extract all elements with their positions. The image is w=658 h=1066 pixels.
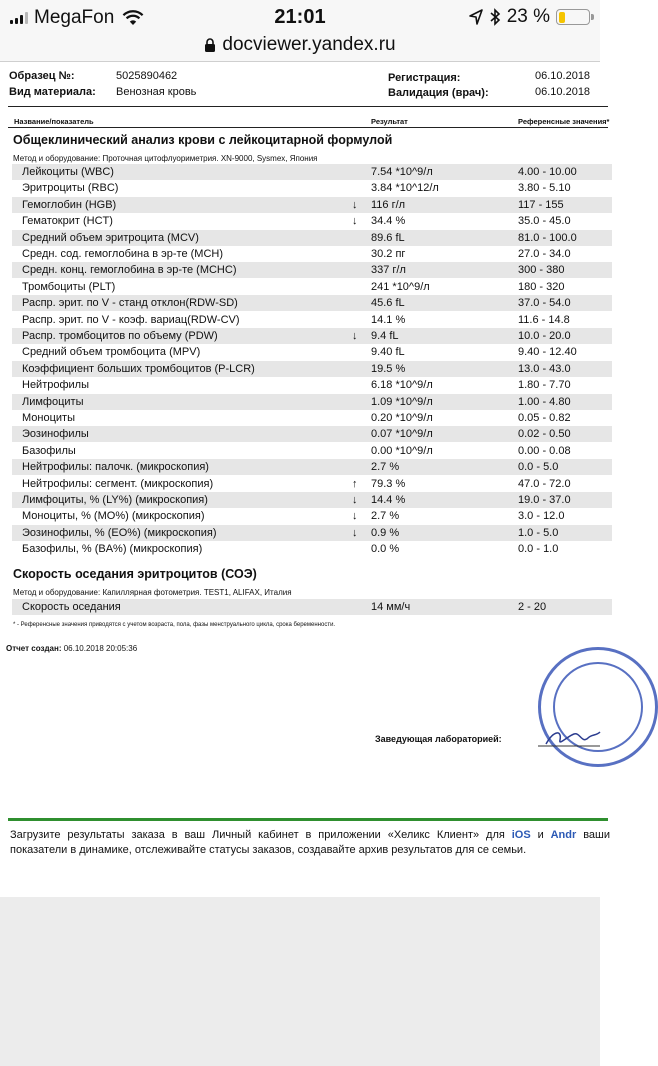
- viewer-background: [0, 897, 600, 1066]
- result-value: 116 г/л: [371, 198, 406, 211]
- result-reference: 35.0 - 45.0: [518, 215, 571, 228]
- bluetooth-icon: [489, 8, 501, 26]
- result-reference: 180 - 320: [518, 280, 565, 293]
- result-row: [12, 459, 612, 475]
- result-row: [12, 344, 612, 360]
- material-label: Вид материала:: [9, 86, 96, 98]
- column-reference: Референсные значения*: [518, 117, 610, 126]
- result-reference: 37.0 - 54.0: [518, 297, 571, 310]
- result-value: 89.6 fL: [371, 231, 405, 244]
- registration-date: 06.10.2018: [535, 70, 591, 82]
- clock: 21:01: [274, 6, 326, 28]
- carrier-name: MegaFon: [34, 7, 115, 28]
- column-result: Результат: [371, 117, 408, 126]
- lock-icon: [204, 38, 216, 53]
- result-reference: 47.0 - 72.0: [518, 477, 571, 490]
- url-field[interactable]: [204, 34, 395, 56]
- result-reference: 19.0 - 37.0: [518, 494, 571, 506]
- result-reference: 117 - 155: [518, 198, 564, 211]
- result-name: Распр. эрит. по V - коэф. вариац(RDW-CV): [22, 313, 240, 326]
- result-reference: 11.6 - 14.8: [518, 313, 570, 326]
- sample-label: Образец №:: [9, 70, 75, 82]
- result-name: Эозинофилы, % (EO%) (микроскопия): [22, 526, 217, 539]
- result-row: [12, 197, 612, 213]
- result-value: 0.00 *10^9/л: [371, 444, 433, 457]
- result-value: 0.0 %: [371, 543, 400, 556]
- result-name: Коэффициент больших тромбоцитов (P-LCR): [22, 362, 255, 375]
- result-name: Средн. конц. гемоглобина в эр-те (MCHC): [22, 264, 237, 277]
- result-reference: 9.40 - 12.40: [518, 346, 577, 359]
- promo-and: и: [537, 829, 544, 841]
- result-reference: 1.0 - 5.0: [518, 526, 559, 539]
- result-row: [12, 394, 612, 410]
- result-reference: 0.02 - 0.50: [518, 428, 571, 441]
- result-flag-icon: ↓: [352, 198, 358, 211]
- created-label: Отчет создан:: [6, 644, 62, 653]
- section-title-cbc: Общеклинический анализ крови с лейкоцитарной формулой: [13, 133, 393, 147]
- result-value: 2.7 %: [371, 461, 400, 474]
- result-name: Базофилы, % (BA%) (микроскопия): [22, 543, 203, 556]
- result-name: Лейкоциты (WBC): [22, 166, 114, 178]
- result-row: [12, 443, 612, 459]
- result-value: 79.3 %: [371, 477, 406, 490]
- signature-image: [536, 726, 600, 750]
- result-row: [12, 180, 612, 196]
- result-value: 241 *10^9/л: [371, 280, 430, 293]
- result-value: 2.7 %: [371, 510, 400, 523]
- result-value: 9.40 fL: [371, 346, 405, 359]
- battery-icon: [556, 9, 590, 25]
- promo-divider: [8, 818, 608, 821]
- result-flag-icon: ↓: [352, 330, 358, 342]
- result-row: [12, 541, 612, 557]
- result-name: Распр. эрит. по V - станд отклон(RDW-SD): [22, 297, 238, 310]
- result-flag-icon: ↓: [352, 526, 358, 539]
- result-name: Эритроциты (RBC): [22, 182, 119, 195]
- result-name: Моноциты, % (MO%) (микроскопия): [22, 510, 205, 523]
- header-divider: [8, 106, 608, 107]
- result-name: Нейтрофилы: [22, 379, 89, 392]
- result-row: [12, 246, 612, 262]
- result-value: 0.07 *10^9/л: [371, 428, 433, 441]
- result-name: Базофилы: [22, 444, 76, 457]
- section-method-esr: Метод и оборудование: Капиллярная фотометрия. TEST1, ALIFAX, Италия: [13, 588, 292, 597]
- result-reference: 3.80 - 5.10: [518, 182, 571, 195]
- result-row: [12, 328, 612, 344]
- result-value: 14.1 %: [371, 313, 406, 326]
- result-name: Нейтрофилы: палочк. (микроскопия): [22, 461, 209, 474]
- battery-percent: 23 %: [506, 6, 550, 27]
- promo-text: Загрузите результаты заказа в ваш Личный кабинет в приложении «Хеликс Клиент» для: [10, 829, 505, 841]
- ios-link[interactable]: iOS: [511, 829, 531, 841]
- material-value: Венозная кровь: [116, 86, 197, 98]
- result-reference: 0.00 - 0.08: [518, 444, 571, 457]
- result-reference: 0.05 - 0.82: [518, 412, 571, 424]
- result-reference: 0.0 - 5.0: [518, 461, 559, 474]
- result-reference: 300 - 380: [518, 264, 565, 277]
- result-name: Средн. сод. гемоглобина в эр-те (MCH): [22, 248, 224, 260]
- app-promo: [10, 828, 610, 858]
- result-flag-icon: ↓: [352, 510, 358, 523]
- result-reference: 3.0 - 12.0: [518, 510, 565, 523]
- status-bar: [0, 0, 600, 34]
- result-value: 0.9 %: [371, 526, 400, 539]
- sample-value: 5025890462: [116, 70, 178, 82]
- result-row: [12, 426, 612, 442]
- result-row: [12, 476, 612, 492]
- validation-date: 06.10.2018: [535, 86, 591, 98]
- result-value: 3.84 *10^12/л: [371, 182, 439, 195]
- result-reference: 0.0 - 1.0: [518, 543, 559, 556]
- validation-label: Валидация (врач):: [388, 87, 489, 99]
- result-reference: 4.00 - 10.00: [518, 166, 577, 178]
- result-row: [12, 599, 612, 615]
- result-name: Гематокрит (HCT): [22, 215, 113, 228]
- result-row: [12, 295, 612, 311]
- result-flag-icon: ↓: [352, 215, 358, 228]
- result-row: [12, 525, 612, 541]
- created-value: 06.10.2018 20:05:36: [63, 644, 138, 653]
- result-name: Тромбоциты (PLT): [22, 280, 116, 293]
- result-value: 30.2 пг: [371, 248, 406, 260]
- report-document: [0, 62, 610, 897]
- result-value: 19.5 %: [371, 362, 406, 375]
- result-value: 45.6 fL: [371, 297, 405, 310]
- section-method-cbc: Метод и оборудование: Проточная цитофлуориметрия. XN-9000, Sysmex, Япония: [13, 154, 318, 163]
- result-name: Эозинофилы: [22, 428, 89, 441]
- result-value: 7.54 *10^9/л: [371, 166, 433, 178]
- result-name: Моноциты: [22, 412, 75, 424]
- result-reference: 27.0 - 34.0: [518, 248, 571, 260]
- result-name: Лимфоциты, % (LY%) (микроскопия): [22, 494, 208, 506]
- column-divider: [8, 127, 608, 128]
- result-value: 14.4 %: [371, 494, 406, 506]
- result-flag-icon: ↓: [352, 494, 358, 506]
- result-reference: 10.0 - 20.0: [518, 330, 571, 342]
- column-name: Название/показатель: [14, 117, 94, 126]
- result-row: [12, 262, 612, 278]
- result-value: 1.09 *10^9/л: [371, 395, 433, 408]
- section-title-esr: Скорость оседания эритроцитов (СОЭ): [13, 567, 257, 581]
- result-row: [12, 410, 612, 426]
- result-row: [12, 164, 612, 180]
- result-name: Лимфоциты: [22, 395, 84, 408]
- result-value: 0.20 *10^9/л: [371, 412, 433, 424]
- url-text: docviewer.yandex.ru: [222, 34, 396, 55]
- result-reference: 1.80 - 7.70: [518, 379, 571, 392]
- result-value: 14 мм/ч: [371, 601, 411, 613]
- result-flag-icon: ↑: [352, 477, 358, 490]
- result-row: [12, 361, 612, 377]
- report-created: [6, 644, 137, 653]
- result-value: 34.4 %: [371, 215, 406, 228]
- result-name: Нейтрофилы: сегмент. (микроскопия): [22, 477, 214, 490]
- result-name: Гемоглобин (HGB): [22, 198, 117, 211]
- result-name: Средний объем эритроцита (MCV): [22, 231, 199, 244]
- result-reference: 13.0 - 43.0: [518, 362, 571, 375]
- result-value: 6.18 *10^9/л: [371, 379, 433, 392]
- signature-label: Заведующая лабораторией:: [375, 734, 502, 744]
- result-row: [12, 492, 612, 508]
- android-link[interactable]: Andr: [550, 829, 577, 841]
- result-row: [12, 312, 612, 328]
- footnote: * - Референсные значения приводятся с учетом возраста, пола, фазы менструального цикла, срока беременности.: [13, 622, 336, 628]
- result-value: 9.4 fL: [371, 330, 399, 342]
- status-right: [469, 6, 590, 28]
- result-name: Распр. тромбоцитов по объему (PDW): [22, 330, 218, 342]
- result-name: Скорость оседания: [22, 601, 121, 613]
- result-row: [12, 213, 612, 229]
- promo-text-2: ваши показатели в динамике, отслеживайте статусы заказов, создавайте архив результатов для се семьи.: [10, 829, 610, 856]
- address-bar[interactable]: [0, 32, 600, 62]
- battery-level: [559, 12, 566, 23]
- result-reference: 2 - 20: [518, 601, 547, 613]
- result-name: Средний объем тромбоцита (MPV): [22, 346, 201, 359]
- result-value: 337 г/л: [371, 264, 406, 277]
- result-row: [12, 230, 612, 246]
- result-row: [12, 508, 612, 524]
- location-arrow-icon: [469, 9, 483, 25]
- result-reference: 1.00 - 4.80: [518, 395, 571, 408]
- result-reference: 81.0 - 100.0: [518, 231, 577, 244]
- result-row: [12, 279, 612, 295]
- result-row: [12, 377, 612, 393]
- registration-label: Регистрация:: [388, 72, 461, 84]
